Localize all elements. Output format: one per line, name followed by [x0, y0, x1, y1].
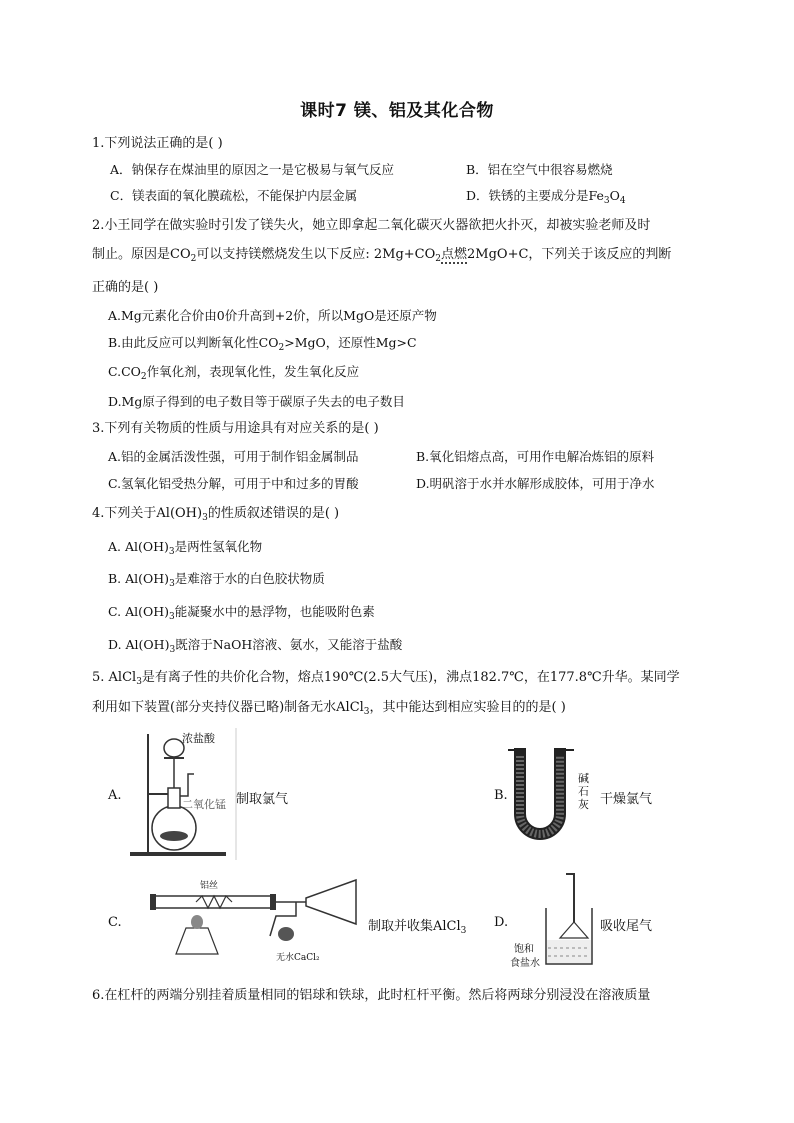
reaction-condition: 点燃	[441, 247, 468, 262]
apparatus-d-reagent-line2: 食盐水	[510, 958, 540, 969]
q4-option-a: A. $Al(OH)_3$是两性氢氧化物	[108, 539, 263, 557]
q4-option-d: D. $Al(OH)_3$既溶于NaOH溶液、氨水，又能溶于盐酸	[108, 637, 403, 655]
q2-stem-line1: 2.小王同学在做实验时引发了镁失火，她立即拿起二氧化碳灭火器欲把火扑灭，却被实验老师及时	[92, 218, 651, 233]
q5-option-d-label: 吸收尾气	[600, 919, 653, 934]
q5-option-a-label: 制取氯气	[236, 792, 289, 807]
q1-option-c: C．镁表面的氧化膜疏松，不能保护内层金属	[110, 188, 358, 203]
q5-option-c-label: 制取并收集AlCl$_3$	[368, 919, 467, 936]
q2-option-c: $C.CO_2$作氧化剂，表现氧化性，发生氧化反应	[108, 364, 360, 382]
apparatus-d-beaker	[542, 870, 594, 968]
apparatus-a-mno2-label: 二氧化锰	[182, 798, 226, 811]
q1-option-d: D．铁锈的主要成分是$Fe_3O_4$	[466, 188, 626, 206]
apparatus-c-reaction-tube	[146, 876, 364, 968]
q5-option-d-letter: D.	[494, 915, 509, 930]
apparatus-c-al-label: 铝丝	[200, 881, 219, 891]
q3-option-b: B.氧化铝熔点高，可用作电解冶炼铝的原料	[416, 449, 655, 464]
q3-option-c: C.氢氧化铝受热分解，可用于中和过多的胃酸	[108, 476, 359, 491]
apparatus-d-reagent-line1: 饱和	[514, 944, 534, 955]
q3-stem: 3.下列有关物质的性质与用途具有对应关系的是( )	[92, 421, 379, 436]
apparatus-b-reagent-label: 碱石灰	[578, 772, 589, 811]
q2-option-d: D.Mg原子得到的电子数目等于碳原子失去的电子数目	[108, 394, 405, 409]
q2-stem-line3: 正确的是( )	[92, 280, 159, 295]
q2-option-a: A.Mg元素化合价由0价升高到+2价，所以MgO是还原产物	[108, 308, 437, 323]
apparatus-a-acid-label: 浓盐酸	[182, 732, 215, 745]
q2-option-b: B.由此反应可以判断氧化性$CO_2>MgO$，还原性Mg>C	[108, 335, 417, 353]
q3-option-a: A.铝的金属活泼性强，可用于制作铝金属制品	[108, 449, 359, 464]
q5-stem-line2: 利用如下装置(部分夹持仪器已略)制备无水AlCl$_3$，其中能达到相应实验目的的是( )	[92, 700, 566, 717]
q5-option-c-letter: C.	[108, 915, 122, 930]
q3-option-d: D.明矾溶于水并水解形成胶体，可用于净水	[416, 476, 655, 491]
q5-option-a-letter: A.	[108, 788, 122, 803]
q1-option-b: B．铝在空气中很容易燃烧	[466, 162, 613, 177]
page-title: 课时7 镁、铝及其化合物	[300, 101, 494, 121]
apparatus-b-u-tube	[508, 744, 574, 844]
q1-option-a: A．钠保存在煤油里的原因之一是它极易与氧气反应	[110, 162, 395, 177]
q5-stem-line1: 5. AlCl$_3$是有离子性的共价化合物，熔点190℃(2.5大气压)，沸点182.7℃，在177.8℃升华。某同学	[92, 670, 680, 687]
q6-stem-line1: 6.在杠杆的两端分别挂着质量相同的铝球和铁球，此时杠杆平衡。然后将两球分别浸没在溶液质量	[92, 988, 651, 1003]
q4-option-b: B. $Al(OH)_3$是难溶于水的白色胶状物质	[108, 571, 325, 589]
apparatus-c-cacl2-label: 无水CaCl₂	[276, 953, 320, 963]
apparatus-a-chlorine-generator	[124, 726, 240, 862]
q2-stem-line2: 制止。原因是$CO_2$可以支持镁燃烧发生以下反应: $2Mg+CO_2$点燃2MgO+C，下列关于该反应的判断	[92, 247, 672, 264]
q5-option-b-letter: B.	[494, 788, 508, 803]
q5-option-b-label: 干燥氯气	[600, 792, 653, 807]
q1-stem: 1.下列说法正确的是( )	[92, 136, 223, 151]
q4-stem: 4.下列关于$Al(OH)_3$的性质叙述错误的是( )	[92, 506, 340, 523]
q4-option-c: C. $Al(OH)_3$能凝聚水中的悬浮物，也能吸附色素	[108, 604, 375, 622]
